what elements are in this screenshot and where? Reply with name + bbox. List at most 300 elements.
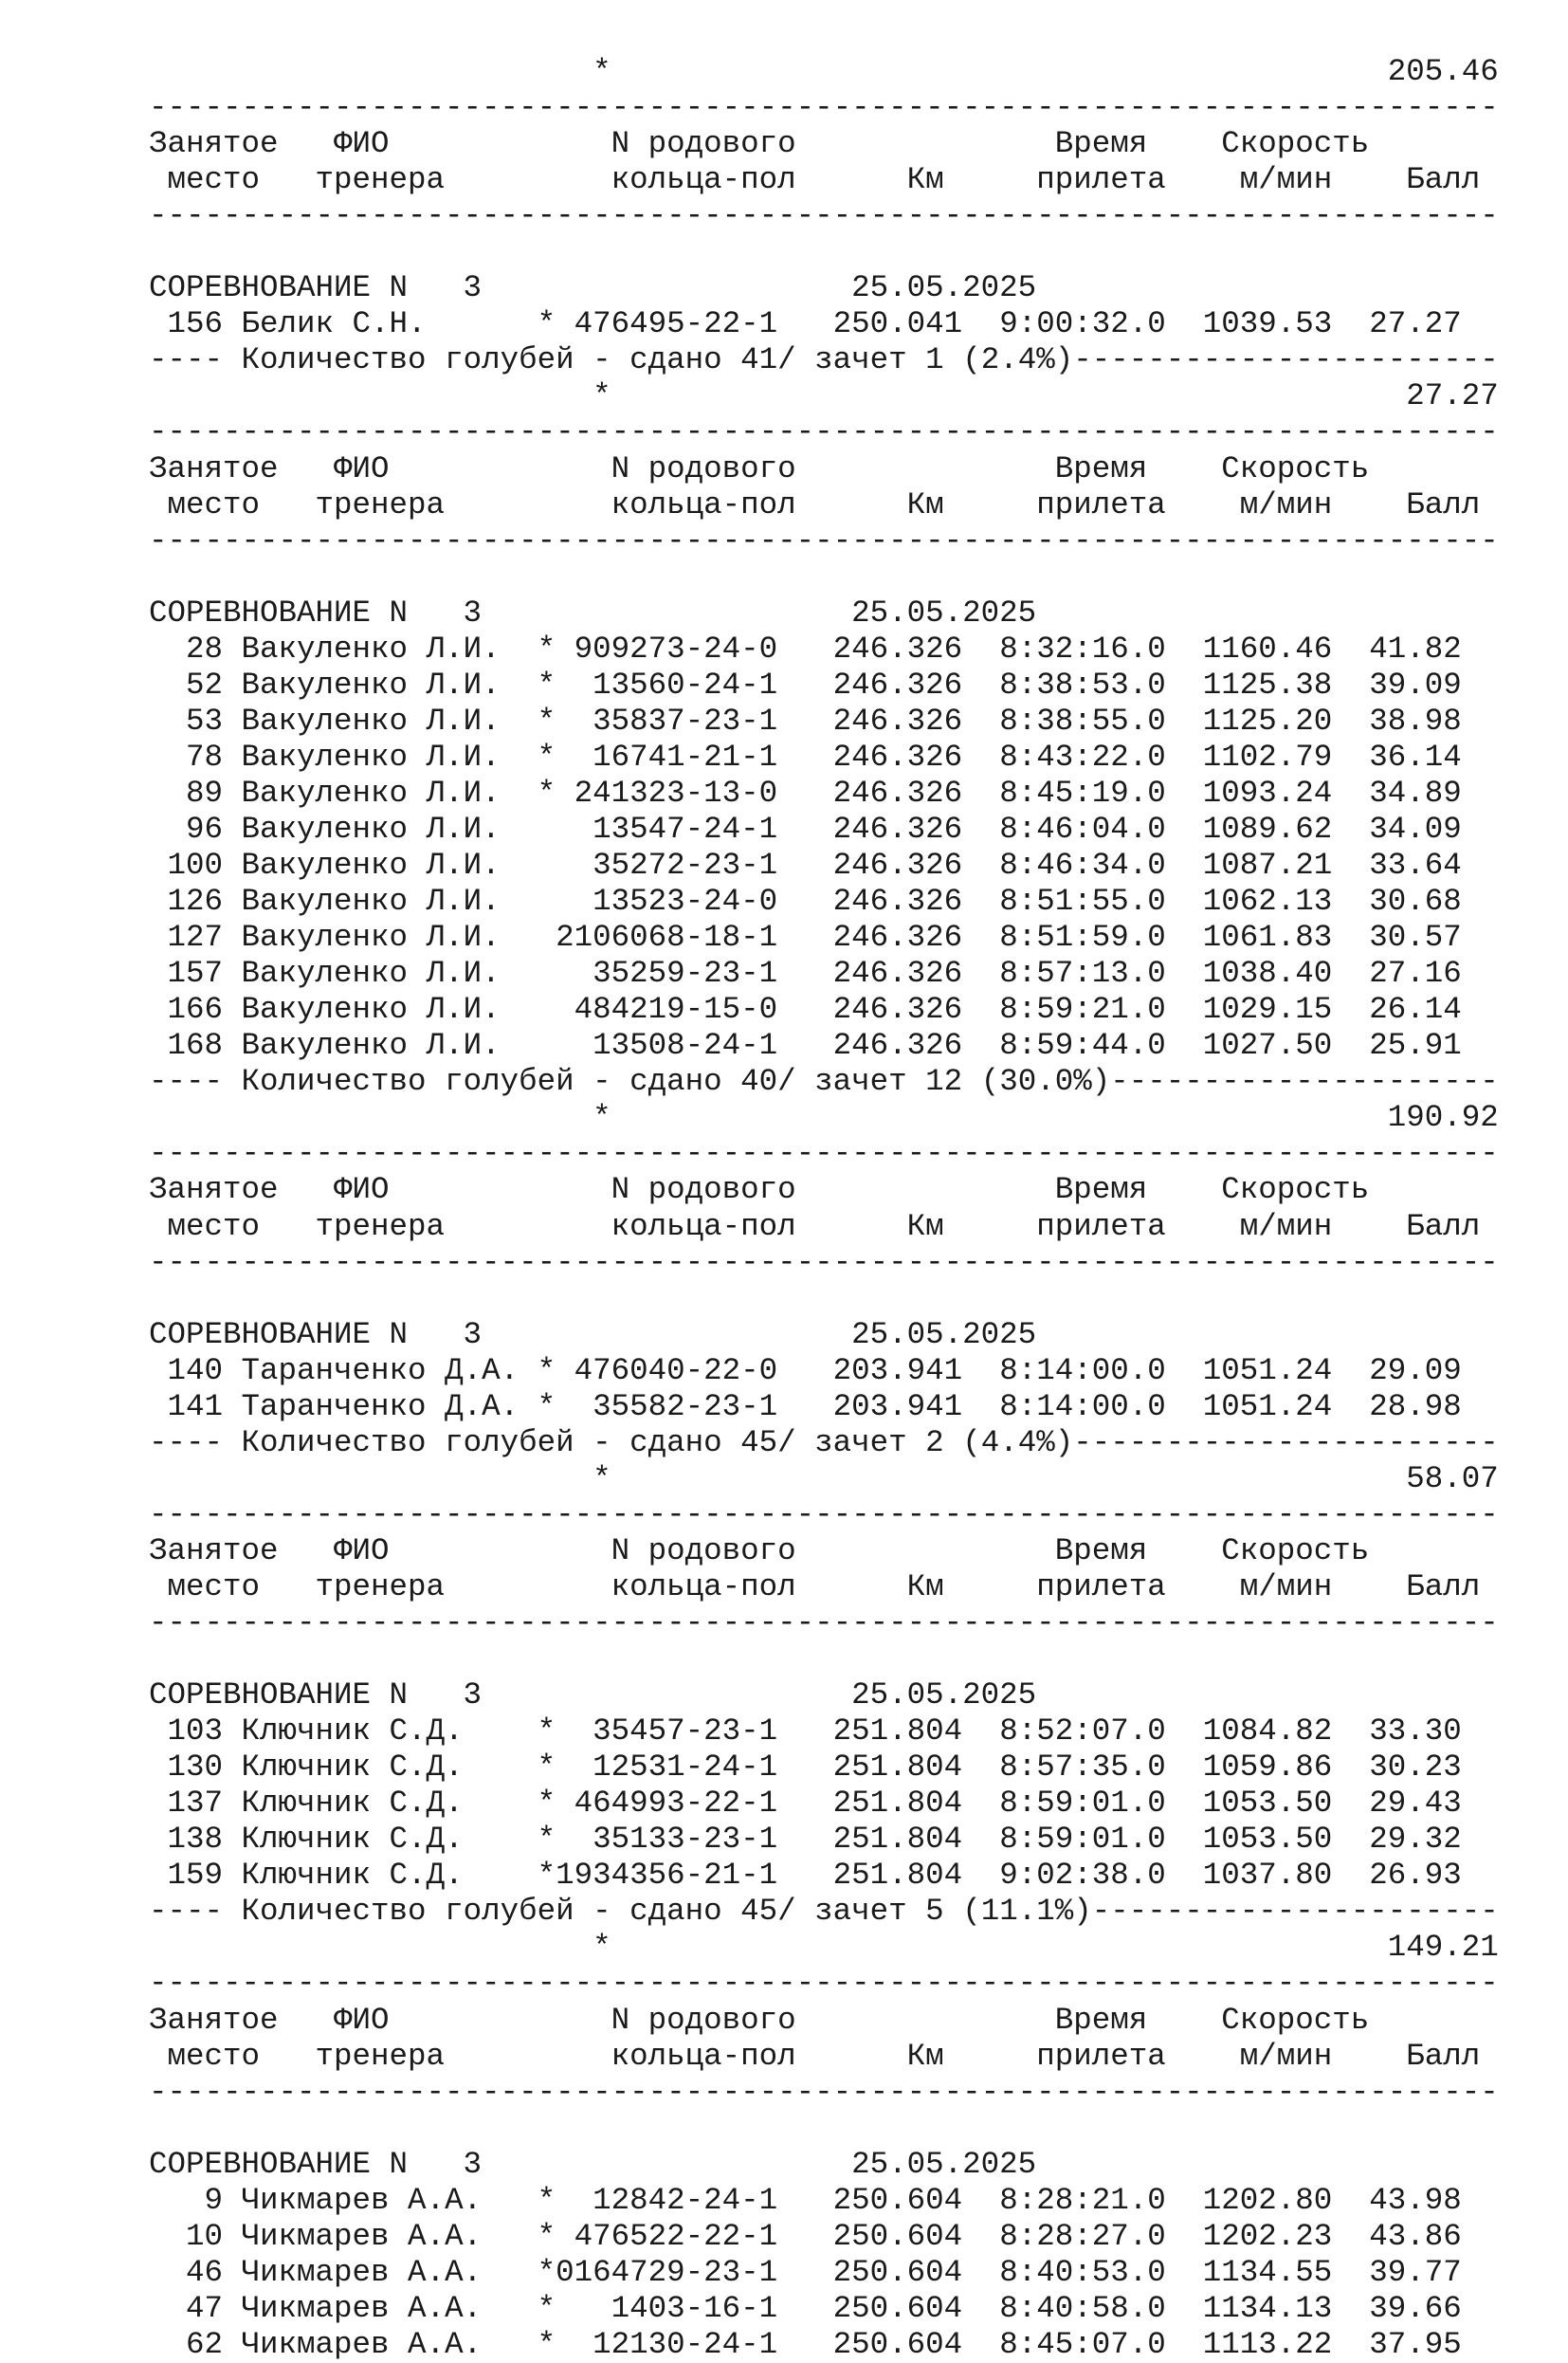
speed: 1202.23 [1165,2218,1333,2254]
arrival-time: 8:45:07.0 [962,2326,1166,2362]
mark [538,956,556,991]
score: 38.98 [1332,703,1462,739]
arrival-time: 8:59:01.0 [962,1822,1166,1858]
header-time: прилета [1036,486,1240,522]
speed: 1027.50 [1165,1028,1333,1064]
ring-number: 484219-15-0 [556,992,778,1028]
header-time: прилета [1036,2038,1240,2074]
header-row-bottom [149,162,1499,198]
count-sep: / зачет [777,342,926,378]
speed: 1051.24 [1165,1388,1333,1424]
ring-number: 909273-24-0 [556,631,778,667]
score: 29.32 [1332,1822,1462,1858]
header-ring: N родового [611,126,1055,162]
header-name: тренера [315,162,611,198]
header-time: прилета [1036,1568,1240,1604]
arrival-time: 8:59:01.0 [962,1786,1166,1822]
ring-number: 35133-23-1 [556,1822,778,1858]
competition-number: 3 [408,2146,483,2182]
km: 250.604 [777,2218,963,2254]
score: 25.91 [1332,1028,1462,1064]
place: 126 [149,884,242,920]
score: 33.64 [1332,848,1462,884]
place: 137 [149,1786,242,1822]
header-name: тренера [315,486,611,522]
speed: 1160.46 [1165,631,1333,667]
credit-percent: (4.4%) [943,1424,1074,1460]
ring-number: 1403-16-1 [556,2290,778,2326]
header-ring: N родового [611,450,1055,486]
competition-label: СОРЕВНОВАНИЕ N [149,595,409,631]
divider-dashes: ------------------------------------------------------------------------- [149,522,1499,559]
header-km: Км [906,2038,1037,2074]
count-sep: / зачет [777,1894,926,1930]
place: 52 [149,667,242,703]
km: 203.941 [777,1352,963,1388]
trainer-name: Ключник С.Д. [241,1858,538,1894]
trainer-name: Чикмарев А.А. [241,2182,538,2218]
page-top-total [149,54,1499,90]
place: 103 [149,1713,242,1749]
score: 29.09 [1332,1352,1462,1388]
km: 251.804 [777,1858,963,1894]
submitted-count: 40 [740,1064,778,1100]
total-star: * [149,1460,611,1496]
speed: 1053.50 [1165,1786,1333,1822]
header-name: ФИО [334,126,611,162]
credit-percent: (2.4%) [943,342,1074,378]
mark: * [537,1786,556,1822]
credited-count: 1 [925,342,944,378]
result-row [149,1028,1499,1064]
ring-number: 13560-24-1 [556,667,778,703]
speed: 1051.24 [1165,1352,1333,1388]
header-name: тренера [315,2038,611,2074]
mark: * [537,2254,556,2290]
header-name: тренера [315,1208,611,1244]
arrival-time: 8:14:00.0 [962,1388,1166,1424]
header-time: Время [1054,450,1222,486]
trainer-name: Ключник С.Д. [241,1749,538,1786]
divider-dashes: ------------------------------------------------------------------------- [149,198,1499,234]
header-score: Балл [1406,2038,1481,2074]
divider [149,1966,1499,2002]
trainer-name: Вакуленко Л.И. [241,920,538,956]
arrival-time: 8:32:16.0 [962,631,1166,667]
place: 168 [149,1028,242,1064]
trainer-name: Белик С.Н. [241,306,538,342]
total-star: * [149,378,611,414]
result-row [149,740,1499,776]
arrival-time: 8:57:35.0 [962,1749,1166,1786]
trainer-name: Вакуленко Л.И. [241,811,538,847]
submitted-count: 41 [740,342,778,378]
blank-line [149,559,1499,595]
score: 34.09 [1332,811,1462,847]
header-row-top [149,2003,1499,2039]
speed: 1037.80 [1165,1858,1333,1894]
count-prefix: ---- [149,342,242,378]
header-speed: м/мин [1239,1208,1407,1244]
count-dashes: ----------------------- [1073,1424,1499,1460]
ring-number: 12130-24-1 [556,2326,778,2362]
arrival-time: 8:28:27.0 [962,2218,1166,2254]
mark [538,884,556,919]
trainer-name: Вакуленко Л.И. [241,884,538,920]
km: 251.804 [777,1749,963,1786]
place: 62 [149,2326,242,2362]
divider [149,1497,1499,1533]
header-time: прилета [1036,162,1240,198]
header-km: Км [906,1568,1037,1604]
trainer-name: Вакуленко Л.И. [241,1028,538,1064]
arrival-time: 8:46:34.0 [962,848,1166,884]
ring-number: 13523-24-0 [556,884,778,920]
header-speed: Скорость [1221,2002,1370,2038]
place: 9 [149,2182,242,2218]
score: 29.43 [1332,1786,1462,1822]
ring-number: 35272-23-1 [556,848,778,884]
result-row [149,776,1499,812]
competition-date: 25.05.2025 [482,1677,1037,1713]
header-ring: N родового [611,1532,1055,1568]
group-total-line [149,1100,1499,1136]
count-prefix: ---- [149,1064,242,1100]
arrival-time: 9:00:32.0 [962,306,1166,342]
header-time: Время [1054,126,1222,162]
arrival-time: 8:45:19.0 [962,775,1166,811]
divider-dashes: ------------------------------------------------------------------------- [149,1496,1499,1532]
place: 28 [149,631,242,667]
competition-line [149,1317,1499,1353]
header-place: Занятое [149,2002,335,2038]
count-sep: / зачет [777,1064,926,1100]
header-ring: кольца-пол [611,2038,907,2074]
arrival-time: 8:57:13.0 [962,956,1166,992]
header-place: Занятое [149,450,335,486]
km: 251.804 [777,1822,963,1858]
group-total: 27.27 [611,378,1499,414]
speed: 1113.22 [1165,2326,1333,2362]
result-row [149,920,1499,956]
count-line [149,342,1499,378]
score: 30.68 [1332,884,1462,920]
count-dashes: ----------------------- [1073,342,1499,378]
header-name: ФИО [334,2002,611,2038]
header-row-bottom [149,2039,1499,2075]
speed: 1202.80 [1165,2182,1333,2218]
mark [538,848,556,883]
header-speed: Скорость [1221,450,1370,486]
competition-date: 25.05.2025 [482,2146,1037,2182]
header-ring: кольца-пол [611,162,907,198]
total-star: * [149,1930,611,1966]
place: 46 [149,2254,242,2290]
result-row [149,668,1499,704]
competition-date: 25.05.2025 [482,270,1037,306]
result-row [149,1749,1499,1786]
speed: 1053.50 [1165,1822,1333,1858]
count-dashes: --------------------- [1110,1064,1499,1100]
speed: 1134.13 [1165,2290,1333,2326]
header-place: Занятое [149,1172,335,1208]
mark: * [537,2326,556,2362]
competition-label: СОРЕВНОВАНИЕ N [149,270,409,306]
score: 27.27 [1332,306,1462,342]
header-place: Занятое [149,126,335,162]
place: 78 [149,739,242,775]
place: 130 [149,1749,242,1786]
header-speed: м/мин [1239,162,1407,198]
arrival-time: 8:52:07.0 [962,1713,1166,1749]
result-row [149,704,1499,740]
speed: 1087.21 [1165,848,1333,884]
score: 28.98 [1332,1388,1462,1424]
score: 33.30 [1332,1713,1462,1749]
credit-percent: (11.1%) [943,1894,1092,1930]
mark: * [537,739,556,775]
place: 138 [149,1822,242,1858]
total-star: * [149,54,611,89]
score: 26.93 [1332,1858,1462,1894]
group-total: 205.46 [611,54,1499,89]
ring-number: 464993-22-1 [556,1786,778,1822]
submitted-count: 45 [740,1894,778,1930]
competition-date: 25.05.2025 [482,1316,1037,1352]
ring-number: 13547-24-1 [556,811,778,847]
ring-number: 16741-21-1 [556,739,778,775]
place: 157 [149,956,242,992]
divider [149,1245,1499,1281]
divider [149,523,1499,559]
km: 246.326 [777,992,963,1028]
header-time: Время [1054,2002,1222,2038]
score: 41.82 [1332,631,1462,667]
count-line [149,1064,1499,1100]
score: 34.89 [1332,775,1462,811]
header-ring: кольца-пол [611,1208,907,1244]
header-name: ФИО [334,1532,611,1568]
score: 39.66 [1332,2290,1462,2326]
speed: 1061.83 [1165,920,1333,956]
header-km: Км [906,162,1037,198]
speed: 1134.55 [1165,2254,1333,2290]
divider [149,90,1499,126]
divider [149,2075,1499,2111]
km: 251.804 [777,1786,963,1822]
result-row [149,1786,1499,1822]
divider-dashes: ------------------------------------------------------------------------- [149,1605,1499,1641]
score: 43.86 [1332,2218,1462,2254]
ring-number: 35457-23-1 [556,1713,778,1749]
divider [149,198,1499,234]
result-row [149,956,1499,992]
score: 36.14 [1332,739,1462,775]
arrival-time: 8:51:59.0 [962,920,1166,956]
ring-number: 1934356-21-1 [556,1858,778,1894]
competition-line [149,1677,1499,1713]
arrival-time: 8:14:00.0 [962,1352,1166,1388]
header-score: Балл [1406,162,1481,198]
mark: * [537,1713,556,1749]
result-row [149,848,1499,884]
km: 250.041 [777,306,963,342]
result-row [149,1389,1499,1425]
speed: 1062.13 [1165,884,1333,920]
group-total-line [149,1461,1499,1497]
submitted-count: 45 [740,1424,778,1460]
trainer-name: Вакуленко Л.И. [241,631,538,667]
result-row [149,632,1499,668]
competition-label: СОРЕВНОВАНИЕ N [149,1316,409,1352]
trainer-name: Таранченко Д.А. [241,1388,538,1424]
divider-dashes: ------------------------------------------------------------------------- [149,414,1499,450]
header-row-top [149,1172,1499,1208]
speed: 1084.82 [1165,1713,1333,1749]
place: 100 [149,848,242,884]
competition-date: 25.05.2025 [482,595,1037,631]
km: 246.326 [777,811,963,847]
trainer-name: Ключник С.Д. [241,1786,538,1822]
result-row [149,2327,1499,2363]
header-score: Балл [1406,1208,1481,1244]
header-km: Км [906,1208,1037,1244]
km: 246.326 [777,884,963,920]
place: 89 [149,775,242,811]
count-dashes: ---------------------- [1091,1894,1499,1930]
ring-number: 13508-24-1 [556,1028,778,1064]
group-total: 190.92 [611,1100,1499,1136]
header-time: Время [1054,1172,1222,1208]
group-total-line [149,378,1499,414]
competition-line [149,2147,1499,2183]
header-time: прилета [1036,1208,1240,1244]
arrival-time: 9:02:38.0 [962,1858,1166,1894]
trainer-name: Вакуленко Л.И. [241,703,538,739]
header-row-bottom [149,1209,1499,1245]
ring-number: 2106068-18-1 [556,920,778,956]
header-time: Время [1054,1532,1222,1568]
score: 39.09 [1332,667,1462,703]
ring-number: 476522-22-1 [556,2218,778,2254]
mark: * [537,2290,556,2326]
arrival-time: 8:43:22.0 [962,739,1166,775]
arrival-time: 8:59:21.0 [962,992,1166,1028]
result-row [149,306,1499,342]
km: 250.604 [777,2182,963,2218]
trainer-name: Вакуленко Л.И. [241,667,538,703]
results-printout [149,54,1499,2363]
result-row [149,884,1499,920]
mark: * [537,1749,556,1786]
place: 141 [149,1388,242,1424]
arrival-time: 8:38:55.0 [962,703,1166,739]
km: 246.326 [777,775,963,811]
mark [538,920,556,955]
divider-dashes: ------------------------------------------------------------------------- [149,2074,1499,2110]
score: 30.57 [1332,920,1462,956]
header-ring: N родового [611,2002,1055,2038]
header-row-bottom [149,1569,1499,1605]
header-km: Км [906,486,1037,522]
blank-line [149,2111,1499,2147]
header-row-top [149,451,1499,487]
competition-label: СОРЕВНОВАНИЕ N [149,1677,409,1713]
arrival-time: 8:59:44.0 [962,1028,1166,1064]
count-line [149,1425,1499,1461]
header-place: место [149,2038,316,2074]
header-row-top [149,126,1499,162]
km: 250.604 [777,2326,963,2362]
competition-number: 3 [408,1316,483,1352]
competition-number: 3 [408,1677,483,1713]
trainer-name: Чикмарев А.А. [241,2254,538,2290]
header-place: место [149,1568,316,1604]
result-row [149,2291,1499,2327]
count-label: Количество голубей - сдано [241,342,741,378]
divider-dashes: ------------------------------------------------------------------------- [149,90,1499,126]
count-label: Количество голубей - сдано [241,1424,741,1460]
trainer-name: Вакуленко Л.И. [241,775,538,811]
result-row [149,1353,1499,1389]
place: 156 [149,306,242,342]
score: 26.14 [1332,992,1462,1028]
km: 203.941 [777,1388,963,1424]
count-line [149,1894,1499,1930]
blank-line [149,1641,1499,1677]
trainer-name: Вакуленко Л.И. [241,956,538,992]
trainer-name: Чикмарев А.А. [241,2218,538,2254]
place: 10 [149,2218,242,2254]
km: 246.326 [777,920,963,956]
ring-number: 35582-23-1 [556,1388,778,1424]
count-prefix: ---- [149,1424,242,1460]
result-row [149,2183,1499,2219]
speed: 1125.38 [1165,667,1333,703]
place: 96 [149,811,242,847]
mark: * [537,703,556,739]
trainer-name: Ключник С.Д. [241,1822,538,1858]
result-row [149,992,1499,1028]
header-score: Балл [1406,486,1481,522]
trainer-name: Вакуленко Л.И. [241,848,538,884]
header-speed: Скорость [1221,1172,1370,1208]
header-ring: N родового [611,1172,1055,1208]
arrival-time: 8:38:53.0 [962,667,1166,703]
km: 246.326 [777,848,963,884]
km: 246.326 [777,667,963,703]
place: 127 [149,920,242,956]
credited-count: 2 [925,1424,944,1460]
divider [149,1605,1499,1641]
speed: 1102.79 [1165,739,1333,775]
blank-line [149,1281,1499,1317]
score: 30.23 [1332,1749,1462,1786]
competition-label: СОРЕВНОВАНИЕ N [149,2146,409,2182]
mark: * [537,306,556,342]
header-place: место [149,162,316,198]
divider-dashes: ------------------------------------------------------------------------- [149,1244,1499,1280]
mark: * [537,2218,556,2254]
mark: * [537,1352,556,1388]
arrival-time: 8:40:53.0 [962,2254,1166,2290]
speed: 1038.40 [1165,956,1333,992]
group-total: 149.21 [611,1930,1499,1966]
result-row [149,812,1499,848]
competition-line [149,595,1499,632]
trainer-name: Чикмарев А.А. [241,2326,538,2362]
mark: * [537,2182,556,2218]
